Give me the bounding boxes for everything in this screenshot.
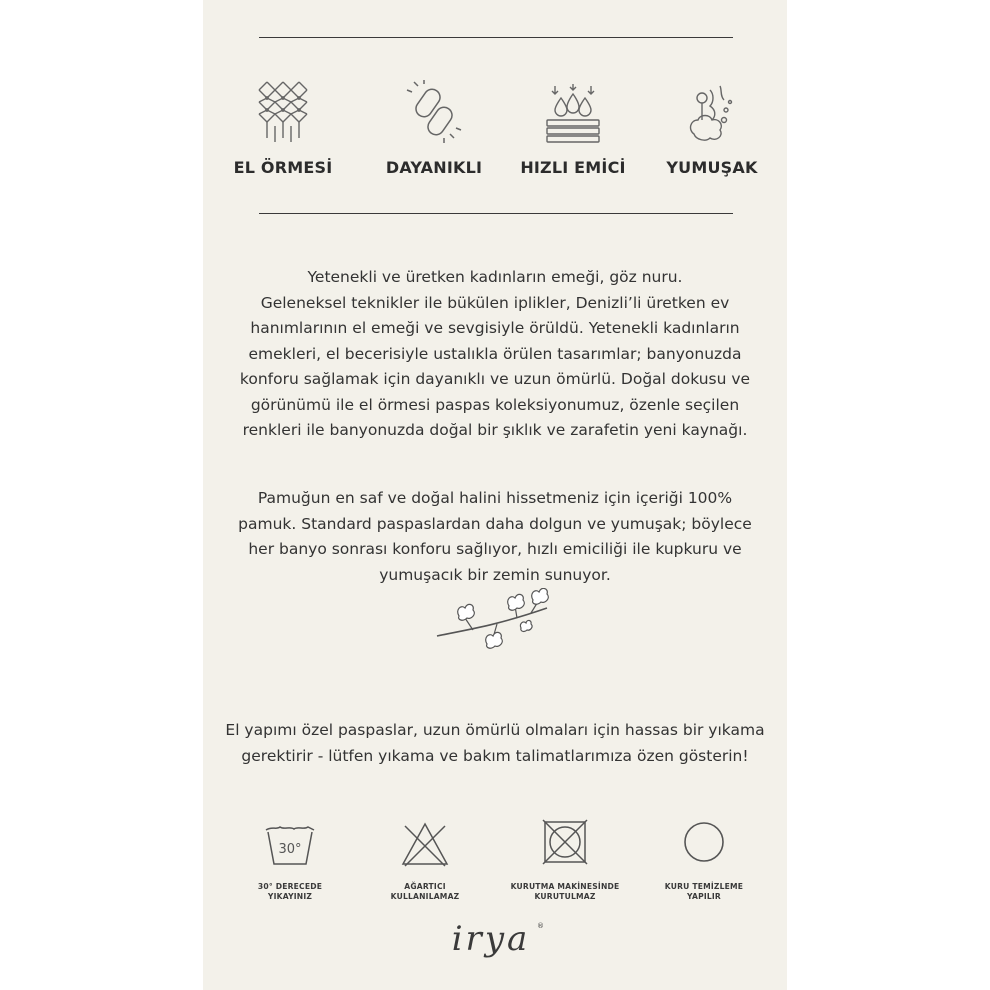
cotton-branch-illustration bbox=[435, 588, 555, 656]
feature-label: YUMUŞAK bbox=[666, 158, 758, 177]
wash-30-icon bbox=[262, 818, 318, 870]
feature-label: HIZLI EMİCİ bbox=[520, 158, 626, 177]
feature-dayanikli bbox=[369, 80, 499, 177]
text-line: Yetenekli ve üretken kadınların emeği, göz nuru. bbox=[307, 268, 683, 286]
text-line: yumuşacık bir zemin sunuyor. bbox=[379, 565, 611, 584]
care-notice-paragraph bbox=[203, 718, 787, 769]
no-bleach-icon bbox=[397, 818, 453, 870]
dry-clean-icon bbox=[676, 818, 732, 870]
text-line: her banyo sonrası konforu sağlıyor, hızlı emiciliği ile kupkuru ve bbox=[248, 540, 742, 558]
bottom-divider bbox=[259, 213, 733, 214]
care-label: AĞARTICI KULLANILAMAZ bbox=[390, 882, 460, 901]
wash-temperature: 30° bbox=[278, 842, 302, 857]
text-line: El yapımı özel paspaslar, uzun ömürlü olmaları için hassas bir yıkama bbox=[225, 721, 765, 739]
absorbent-drops-icon bbox=[541, 80, 605, 144]
product-info-card bbox=[203, 0, 787, 990]
text-line: Geleneksel teknikler ile bükülen iplikler, Denizli’li üretken ev bbox=[260, 293, 730, 312]
feature-label: DAYANIKLI bbox=[385, 158, 483, 177]
top-divider bbox=[259, 37, 733, 38]
care-label: KURUTMA MAKİNESİNDE KURUTULMAZ bbox=[510, 882, 620, 901]
care-label: KURU TEMİZLEME YAPILIR bbox=[664, 882, 744, 901]
soft-cotton-icon bbox=[680, 80, 744, 144]
no-tumble-dry-icon bbox=[537, 818, 593, 870]
care-label: 30° DERECEDE YIKAYINIZ bbox=[257, 882, 323, 901]
text-line: gerektirir - lütfen yıkama ve bakım talimatlarımıza özen gösterin! bbox=[241, 746, 749, 765]
text-line: renkleri ile banyonuzda doğal bir şıklık ve zarafetin yeni kaynağı. bbox=[242, 421, 748, 439]
feature-el-ormesi bbox=[218, 80, 348, 177]
registered-mark: ® bbox=[537, 922, 544, 930]
text-line: pamuk. Standard paspaslardan daha dolgun ve yumuşak; böylece bbox=[238, 514, 752, 533]
care-no-tumble-dry bbox=[505, 818, 625, 902]
care-wash-30 bbox=[230, 818, 350, 902]
text-line: emekleri, el becerisiyle ustalıkla örülen tasarımlar; banyonuzda bbox=[248, 344, 742, 363]
knit-mesh-icon bbox=[251, 80, 315, 144]
feature-label: EL ÖRMESİ bbox=[233, 158, 333, 177]
feature-hizli-emici bbox=[508, 80, 638, 177]
text-line: konforu sağlamak için dayanıklı ve uzun ömürlü. Doğal dokusu ve bbox=[239, 370, 751, 388]
brand-logo bbox=[433, 912, 557, 968]
chain-link-icon bbox=[402, 80, 466, 144]
text-line: görünümü ile el örmesi paspas koleksiyonumuz, özenle seçilen bbox=[250, 395, 740, 414]
text-line: hanımlarının el emeği ve sevgisiyle örüldü. Yetenekli kadınların bbox=[250, 319, 740, 337]
care-dry-clean bbox=[644, 818, 764, 902]
brand-name: irya bbox=[451, 919, 531, 959]
text-line: Pamuğun en saf ve doğal halini hissetmeniz için içeriği 100% bbox=[257, 489, 733, 507]
care-no-bleach bbox=[365, 818, 485, 902]
feature-row bbox=[203, 80, 787, 190]
description-paragraph bbox=[203, 265, 787, 444]
cotton-paragraph bbox=[203, 486, 787, 588]
feature-yumusak bbox=[647, 80, 777, 177]
